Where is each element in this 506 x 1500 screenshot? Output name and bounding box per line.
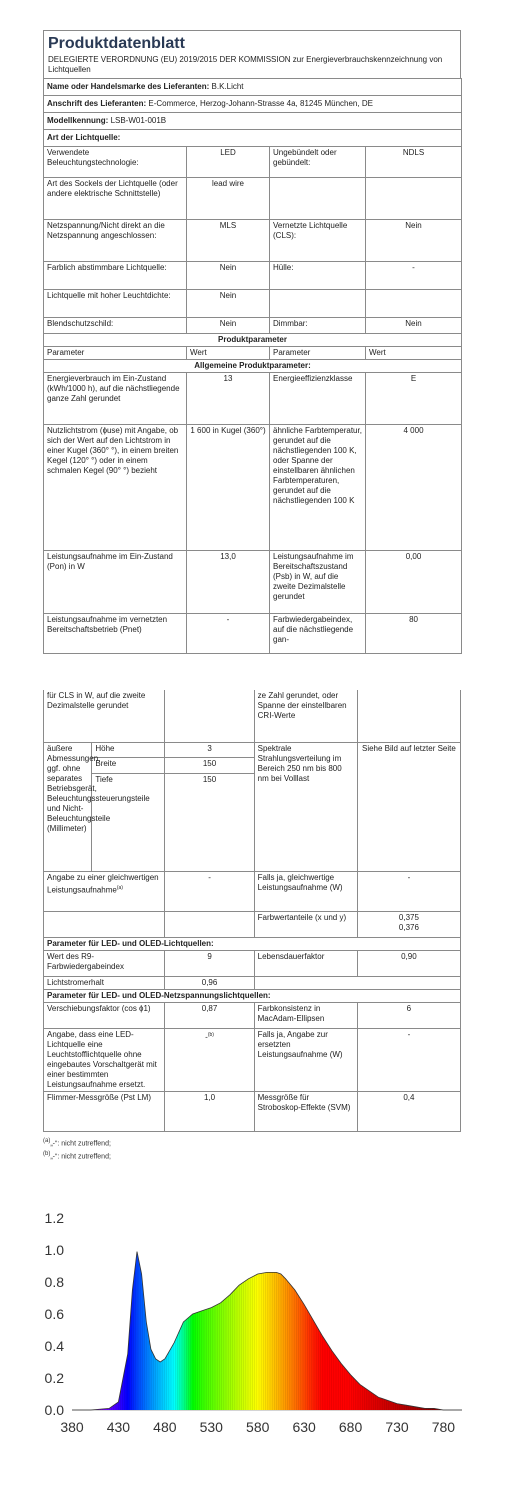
r9-row [44,950,461,976]
param-label-1: Nutzlichtstrom (ɸuse) mit Angabe, ob sich der Wert auf den Lichtstrom in einer Kugel (360° °), in einem breiten Kegel (120° °) oder in einem schmalen Kegel (90° °) bezieht [44,425,187,551]
dim-name: Tiefe [92,773,165,871]
col-parameter-header: Parameter [44,347,187,360]
x-tick-label: 730 [385,1419,409,1435]
ls-label-2: Vernetzte Lichtquelle (CLS): [270,220,366,262]
equiv-row [44,871,461,911]
y-tick-label: 0.0 [44,1402,64,1418]
r9-value: 9 [165,950,254,976]
params-table-continued [43,690,461,1132]
ls-value-2 [366,290,462,318]
repl2-value: - [357,1028,460,1091]
ls-label-2 [270,178,366,220]
param-value-2: 0,00 [366,551,462,614]
lightsource-section-row [44,130,462,147]
ls-value-1: Nein [187,262,270,290]
spectrum-chart [20,1210,486,1450]
ls-row [44,147,462,178]
supplier-name-label: Name oder Handelsmarke des Lieferanten: [47,82,210,91]
cont-value-2 [357,690,460,742]
flicker-row [44,1091,461,1131]
footnotes [43,1136,461,1163]
param-label-2: Energieeffizienzklasse [270,373,366,425]
param-row-continued [44,690,461,742]
chroma-row [44,911,461,937]
ls-value-2: Nein [366,220,462,262]
ls-value-1: Nein [187,290,270,318]
model-row [44,113,462,130]
ls-row [44,262,462,290]
spectrum-chart-svg [20,1210,486,1450]
param-value-1: 13,0 [187,551,270,614]
pf-row [44,1002,461,1028]
pf-value: 0,87 [165,1002,254,1028]
param-label-2: ähnliche Farbtemperatur, gerundet auf die nächstliegenden 100 K, oder Spanne der einstellbaren ähnlichen Farbtemperaturen, gerundet auf die nächstliegenden 100 K [270,425,366,551]
cont-label-1: für CLS in W, auf die zweite Dezimalstelle gerundet [44,690,165,742]
ls-value-2: Nein [366,318,462,334]
param-value-1: - [187,614,270,654]
ls-label-1: Lichtquelle mit hoher Leuchtdichte: [44,290,187,318]
param-row [44,551,462,614]
y-tick-label: 0.4 [44,1338,64,1354]
mains-section-row [44,989,461,1002]
r9-label: Wert des R9-Farbwiedergabeindex [44,950,165,976]
ls-value-1: MLS [187,220,270,262]
param-value-2: E [366,373,462,425]
cons-value: 6 [357,1002,460,1028]
lum-value: 0,96 [165,976,254,989]
page-title: Produktdatenblatt [48,35,185,52]
lightsource-section: Art der Lichtquelle: [44,130,462,147]
equiv2-label: Falls ja, gleichwertige Leistungsaufnahme (W) [254,871,357,911]
dim-value: 3 [165,742,254,758]
param-label-1: Leistungsaufnahme im Ein-Zustand (Pon) in W [44,551,187,614]
cons-label: Farbkonsistenz in MacAdam-Ellipsen [254,1002,357,1028]
param-value-2: 4 000 [366,425,462,551]
chroma-y: 0,376 [398,922,419,932]
led-section-row [44,937,461,950]
param-row [44,614,462,654]
params-section-row [44,334,462,347]
sheet-header [43,30,461,78]
param-label-2: Leistungsaufnahme im Bereitschaftszustand (Psb) in W, auf die zweite Dezimalstelle gerundet [270,551,366,614]
footnote-a-text: „-“: nicht zutreffend; [50,1139,111,1147]
col-value-header: Wert [366,347,462,360]
pf-label: Verschiebungsfaktor (cos ɸ1) [44,1002,165,1028]
footnote-b-text: „-“: nicht zutreffend; [50,1153,111,1161]
supplier-table [43,78,462,654]
model-label: Modellkennung: [47,116,109,125]
supplier-address-label: Anschrift des Lieferanten: [47,99,147,108]
repl-value: - [205,1032,208,1042]
chroma-label: Farbwertanteile (x und y) [254,911,357,937]
ls-row [44,220,462,262]
y-tick-label: 0.2 [44,1370,64,1386]
ls-label-1: Blendschutzschild: [44,318,187,334]
equiv-label: Angabe zu einer gleichwertigen Leistungsaufnahme [47,872,159,895]
ls-label-2: Ungebündelt oder gebündelt: [270,147,366,178]
repl-label: Angabe, dass eine LED-Lichtquelle eine Leuchtstofflichtquelle ohne eingebautes Vorschaltgerät mit einer bestimmten Leistungsaufnahme ersetzt. [44,1028,165,1091]
footnote-a [43,1136,461,1149]
ls-label-1: Farblich abstimmbare Lichtquelle: [44,262,187,290]
supplier-name-value: B.K.Licht [211,82,244,91]
x-tick-label: 480 [153,1419,177,1435]
lum-row [44,976,461,989]
flicker-value: 1,0 [165,1091,254,1131]
footnote-mark-b: (b) [207,1031,214,1038]
mains-section: Parameter für LED- und OLED-Netzspannungslichtquellen: [44,989,461,1002]
repl-row [44,1028,461,1091]
x-tick-label: 680 [338,1419,363,1435]
model-value: LSB-W01-001B [110,116,167,125]
supplier-address-row [44,96,462,113]
datasheet-page-2 [43,690,461,1162]
life-label: Lebensdauerfaktor [254,950,357,976]
x-tick-label: 530 [199,1419,223,1435]
ls-row [44,290,462,318]
supplier-address-value: E-Commerce, Herzog-Johann-Strasse 4a, 81245 München, DE [148,99,373,108]
chroma-x: 0,375 [398,912,419,922]
equiv2-value: - [357,871,460,911]
dims-row [44,742,461,758]
param-row [44,373,462,425]
x-tick-label: 580 [246,1419,270,1435]
general-section: Allgemeine Produktparameter: [44,360,462,373]
dim-value: 150 [165,758,254,774]
ls-label-1: Netzspannung/Nicht direkt an die Netzspannung angeschlossen: [44,220,187,262]
ls-label-2: Dimmbar: [270,318,366,334]
led-section: Parameter für LED- und OLED-Lichtquellen: [44,937,461,950]
x-tick-label: 430 [106,1419,131,1435]
ls-row [44,318,462,334]
param-label-1: Energieverbrauch im Ein-Zustand (kWh/1000 h), auf die nächstliegende ganze Zahl gerundet [44,373,187,425]
param-label-2: Farbwiedergabeindex, auf die nächstliegende gan- [270,614,366,654]
dim-name: Höhe [92,742,165,758]
repl2-label: Falls ja, Angabe zur ersetzten Leistungsaufnahme (W) [254,1028,357,1091]
footnote-mark-a: (a) [116,884,123,891]
ls-value-2: NDLS [366,147,462,178]
ls-value-2: - [366,262,462,290]
general-section-row [44,360,462,373]
dims-label: äußere Abmessungen, ggf. ohne separates Betriebsgerät, Beleuchtungssteuerungsteile und Nicht-Beleuchtungsteile (Millimeter) [44,742,92,871]
x-tick-label: 380 [60,1419,84,1435]
y-tick-label: 1.0 [44,1242,64,1258]
lum-label: Lichtstromerhalt [44,976,165,989]
spectral-value: Siehe Bild auf letzter Seite [357,742,460,871]
ls-label-2 [270,290,366,318]
y-tick-label: 1.2 [44,1210,64,1226]
ls-label-1: Art des Sockels der Lichtquelle (oder andere elektrische Schnittstelle) [44,178,187,220]
ls-value-1: LED [187,147,270,178]
param-row [44,425,462,551]
footnote-b [43,1149,461,1162]
flicker-label: Flimmer-Messgröße (Pst LM) [44,1091,165,1131]
params-header-row [44,347,462,360]
param-value-2: 80 [366,614,462,654]
param-label-1: Leistungsaufnahme im vernetzten Bereitschaftsbetrieb (Pnet) [44,614,187,654]
y-tick-label: 0.6 [44,1306,64,1322]
ls-row [44,178,462,220]
y-tick-label: 0.8 [44,1274,64,1290]
spectral-label: Spektrale Strahlungsverteilung im Bereich 250 nm bis 800 nm bei Volllast [254,742,357,871]
supplier-name-row [44,79,462,96]
ls-label-1: Verwendete Beleuchtungstechnologie: [44,147,187,178]
ls-value-1: lead wire [187,178,270,220]
cont-value-1 [165,690,254,742]
page-subtitle: DELEGIERTE VERORDNUNG (EU) 2019/2015 DER KOMMISSION zur Energieverbrauchskennzeichnung von Lichtquellen [48,55,443,74]
life-value: 0,90 [357,950,460,976]
param-value-1: 13 [187,373,270,425]
datasheet-page-1 [43,30,461,654]
param-value-1: 1 600 in Kugel (360°) [187,425,270,551]
params-section: Produktparameter [44,334,462,347]
ls-value-2 [366,178,462,220]
dim-name: Breite [92,758,165,774]
x-tick-label: 630 [292,1419,316,1435]
footnote-a-mark: (a) [43,1137,51,1144]
footnote-b-mark: (b) [43,1150,51,1157]
col-parameter-header: Parameter [270,347,366,360]
strobe-label: Messgröße für Stroboskop-Effekte (SVM) [254,1091,357,1131]
cont-label-2: ze Zahl gerundet, oder Spanne der einstellbaren CRI-Werte [254,690,357,742]
col-value-header: Wert [187,347,270,360]
equiv-value: - [165,871,254,911]
dim-value: 150 [165,773,254,871]
strobe-value: 0,4 [357,1091,460,1131]
ls-value-1: Nein [187,318,270,334]
ls-label-2: Hülle: [270,262,366,290]
x-tick-label: 780 [431,1419,456,1435]
